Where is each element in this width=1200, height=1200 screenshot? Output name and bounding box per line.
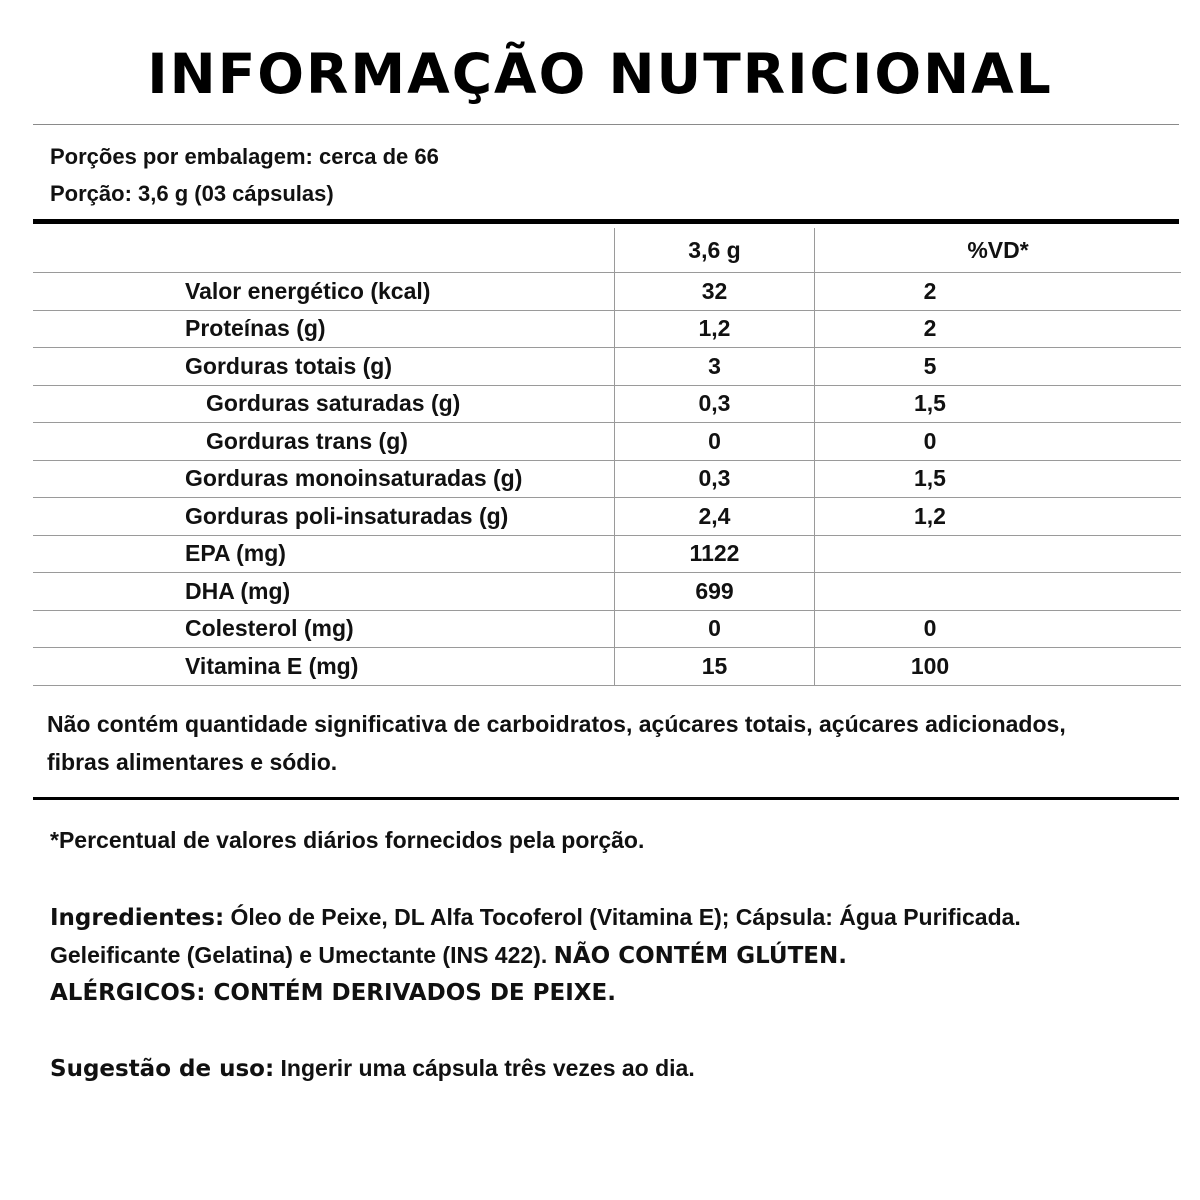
nutrient-name: Gorduras saturadas (g) [206,390,461,417]
table-row [33,573,1181,611]
nutrient-name: Proteínas (g) [185,315,326,342]
nutrient-name: Valor energético (kcal) [185,277,431,304]
table-top-divider [33,219,1179,224]
nutrient-name: Gorduras poli-insaturadas (g) [185,502,509,529]
servings-per-package: Porções por embalagem: cerca de 66 [50,144,439,169]
ingredients-label: Ingredientes: [50,905,225,931]
usage-line [50,1053,695,1084]
ingredients-line-1 [50,902,1021,933]
nutrient-daily-value: 1,2 [914,502,946,529]
gluten-statement: NÃO CONTÉM GLÚTEN. [553,943,847,969]
footer-divider [33,797,1179,800]
table-row [33,460,1181,498]
not-significant-line-1: Não contém quantidade significativa de carboidratos, açúcares totais, açúcares adicionados, [47,711,1066,737]
daily-value-footnote: *Percentual de valores diários fornecidos pela porção. [50,827,645,853]
nutrient-name: Gorduras totais (g) [185,352,393,379]
nutrient-name: Gorduras trans (g) [206,427,408,454]
table-row [33,498,1181,536]
nutrient-name: EPA (mg) [185,540,286,567]
nutrient-quantity: 699 [615,573,815,611]
header-daily-value-label: %VD* [967,236,1029,263]
table-row [33,273,1181,311]
nutrient-quantity: 3 [615,348,815,386]
ingredients-text-1: Óleo de Peixe, DL Alfa Tocoferol (Vitamina E); Cápsula: Água Purificada. [224,904,1021,930]
table-row [33,423,1181,461]
nutrient-quantity: 2,4 [615,498,815,536]
header-daily-value [815,228,1182,273]
not-significant-line-2: fibras alimentares e sódio. [47,749,338,775]
nutrient-quantity: 0,3 [615,385,815,423]
table-row [33,535,1181,573]
nutrient-quantity: 15 [615,648,815,686]
nutrient-quantity: 1122 [615,535,815,573]
nutrient-daily-value: 100 [910,652,950,679]
ingredients-text-2: Geleificante (Gelatina) e Umectante (INS 422). [50,942,554,968]
nutrient-quantity: 32 [615,273,815,311]
nutrient-daily-value: 2 [923,277,937,304]
header-nutrient [33,228,615,273]
nutrient-daily-value: 0 [923,427,937,454]
nutrition-table [33,228,1181,686]
nutrient-quantity: 1,2 [615,310,815,348]
title-divider [33,124,1179,125]
nutrient-daily-value: 2 [923,315,937,342]
page-title: INFORMAÇÃO NUTRICIONAL [147,42,1053,106]
nutrient-daily-value: 5 [923,352,937,379]
nutrient-daily-value: 0 [923,615,937,642]
nutrient-daily-value: 1,5 [914,390,946,417]
nutrient-name: Vitamina E (mg) [185,652,359,679]
nutrient-daily-value: 1,5 [914,465,946,492]
table-row [33,648,1181,686]
table-row [33,610,1181,648]
nutrient-quantity: 0 [615,610,815,648]
ingredients-line-2 [50,940,847,971]
usage-text: Ingerir uma cápsula três vezes ao dia. [274,1055,695,1081]
nutrient-name: Gorduras monoinsaturadas (g) [185,465,523,492]
nutrition-table-body [33,228,1181,685]
portion-size: Porção: 3,6 g (03 cápsulas) [50,181,334,206]
nutrient-name: Colesterol (mg) [185,615,354,642]
allergens-statement: ALÉRGICOS: CONTÉM DERIVADOS DE PEIXE. [50,980,616,1006]
table-row [33,310,1181,348]
usage-label: Sugestão de uso: [50,1056,275,1082]
table-row [33,348,1181,386]
table-header-row [33,228,1181,273]
header-quantity: 3,6 g [615,228,815,273]
nutrient-name: DHA (mg) [185,577,291,604]
nutrient-quantity: 0 [615,423,815,461]
table-row [33,385,1181,423]
nutrient-quantity: 0,3 [615,460,815,498]
